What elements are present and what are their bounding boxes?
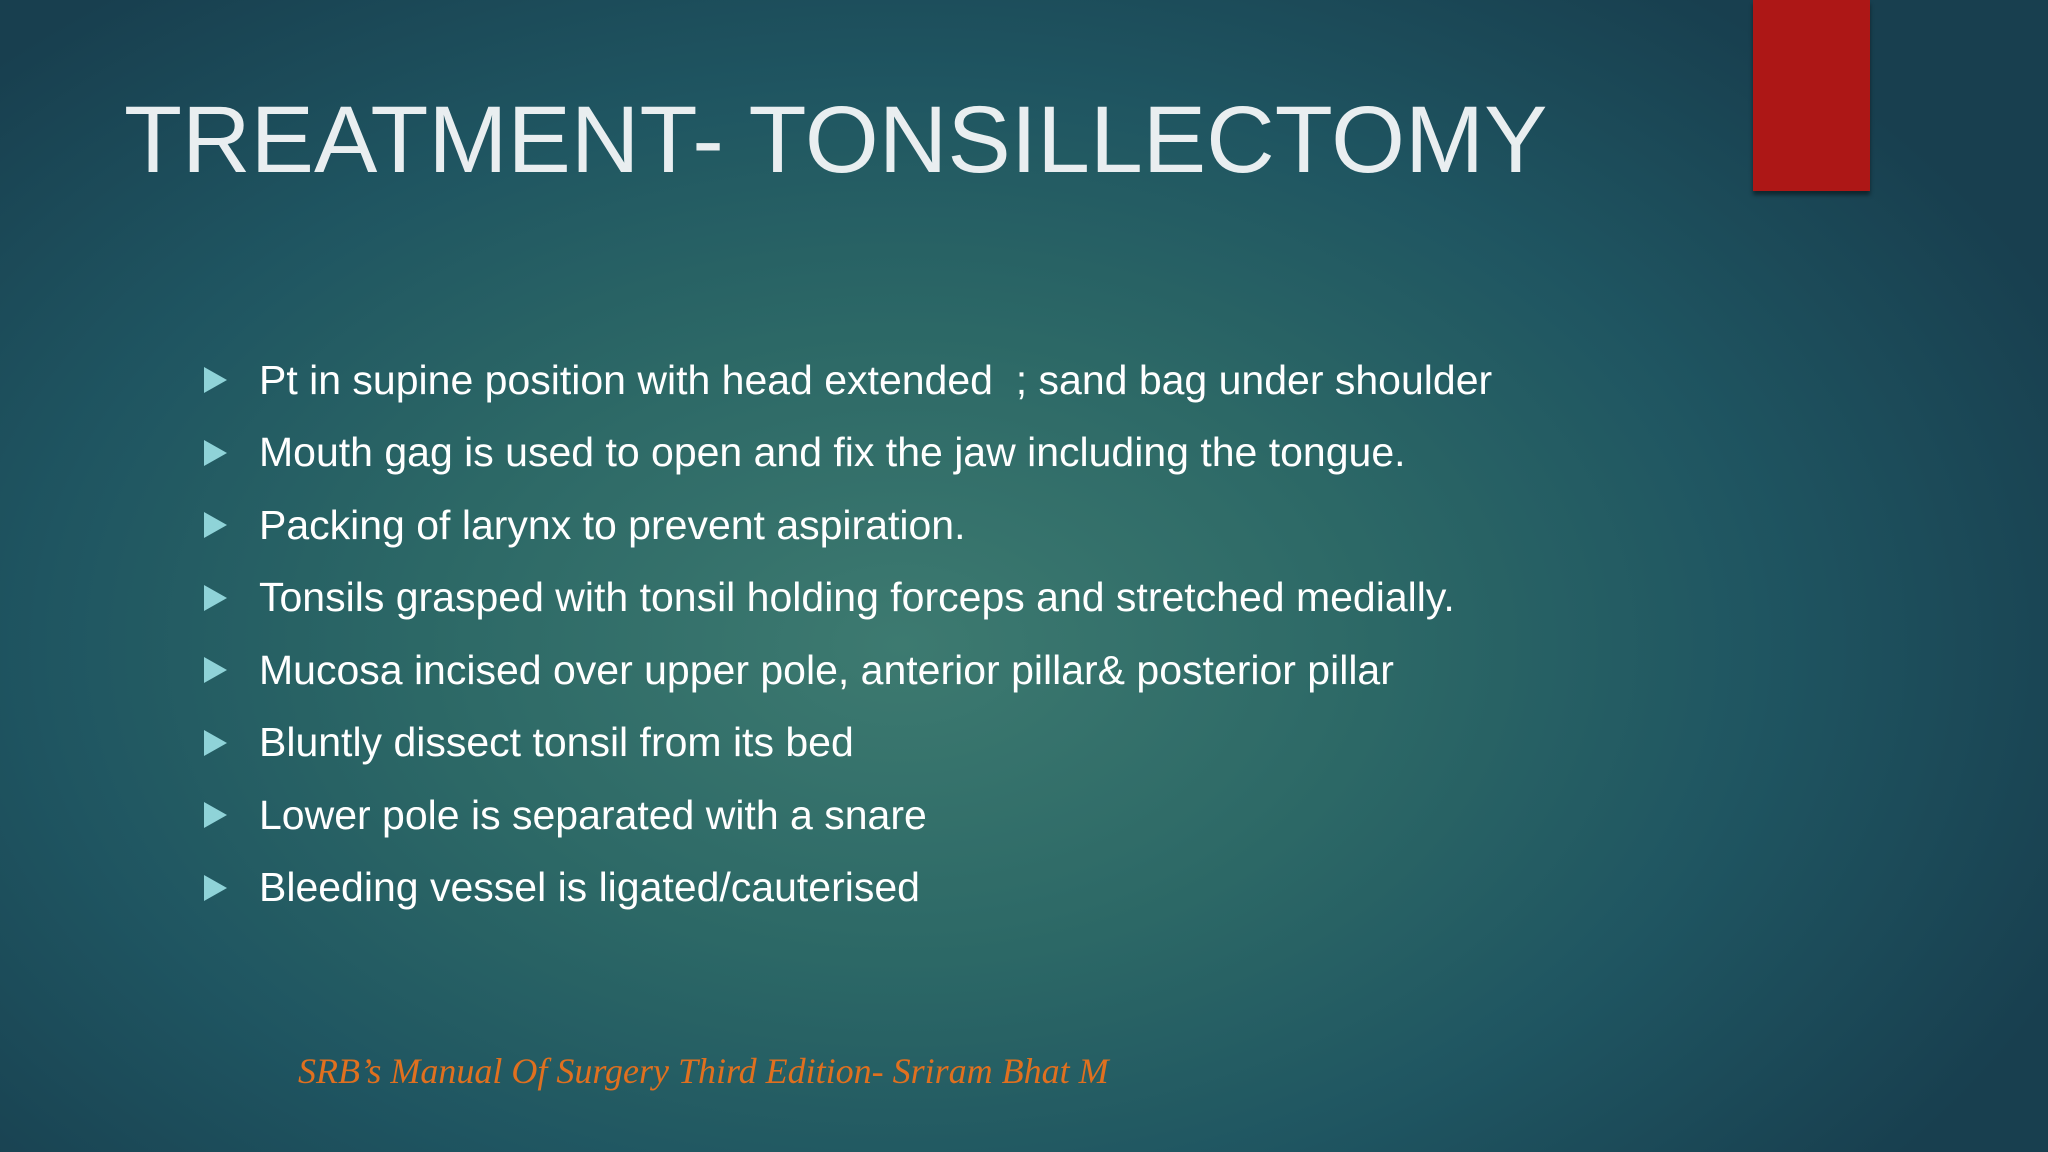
triangle-right-icon <box>204 875 227 901</box>
citation: SRB’s Manual Of Surgery Third Edition- Sriram Bhat M <box>298 1051 1109 1091</box>
bullet-text: Mucosa incised over upper pole, anterior pillar& posterior pillar <box>259 646 1394 693</box>
triangle-right-icon <box>204 657 227 683</box>
bullet-item <box>200 562 1492 635</box>
bullet-item <box>200 634 1492 707</box>
bullet-item <box>200 417 1492 490</box>
bullet-list <box>200 344 1492 924</box>
accent-bar <box>1753 0 1870 191</box>
bullet-text: Packing of larynx to prevent aspiration. <box>259 501 966 548</box>
bullet-item <box>200 852 1492 925</box>
bullet-text: Mouth gag is used to open and fix the jaw including the tongue. <box>259 429 1406 476</box>
bullet-item <box>200 779 1492 852</box>
triangle-right-icon <box>204 730 227 756</box>
triangle-right-icon <box>204 367 227 393</box>
bullet-item <box>200 707 1492 780</box>
bullet-text: Tonsils grasped with tonsil holding forceps and stretched medially. <box>259 574 1455 621</box>
triangle-right-icon <box>204 512 227 538</box>
triangle-right-icon <box>204 802 227 828</box>
bullet-text: Bleeding vessel is ligated/cauterised <box>259 864 920 911</box>
triangle-right-icon <box>204 440 227 466</box>
bullet-text: Pt in supine position with head extended ; sand bag under shoulder <box>259 356 1493 403</box>
bullet-text: Lower pole is separated with a snare <box>259 791 927 838</box>
bullet-item <box>200 344 1492 417</box>
bullet-item <box>200 489 1492 562</box>
slide-title: TREATMENT- TONSILLECTOMY <box>124 87 1548 193</box>
bullet-text: Bluntly dissect tonsil from its bed <box>259 719 854 766</box>
triangle-right-icon <box>204 585 227 611</box>
